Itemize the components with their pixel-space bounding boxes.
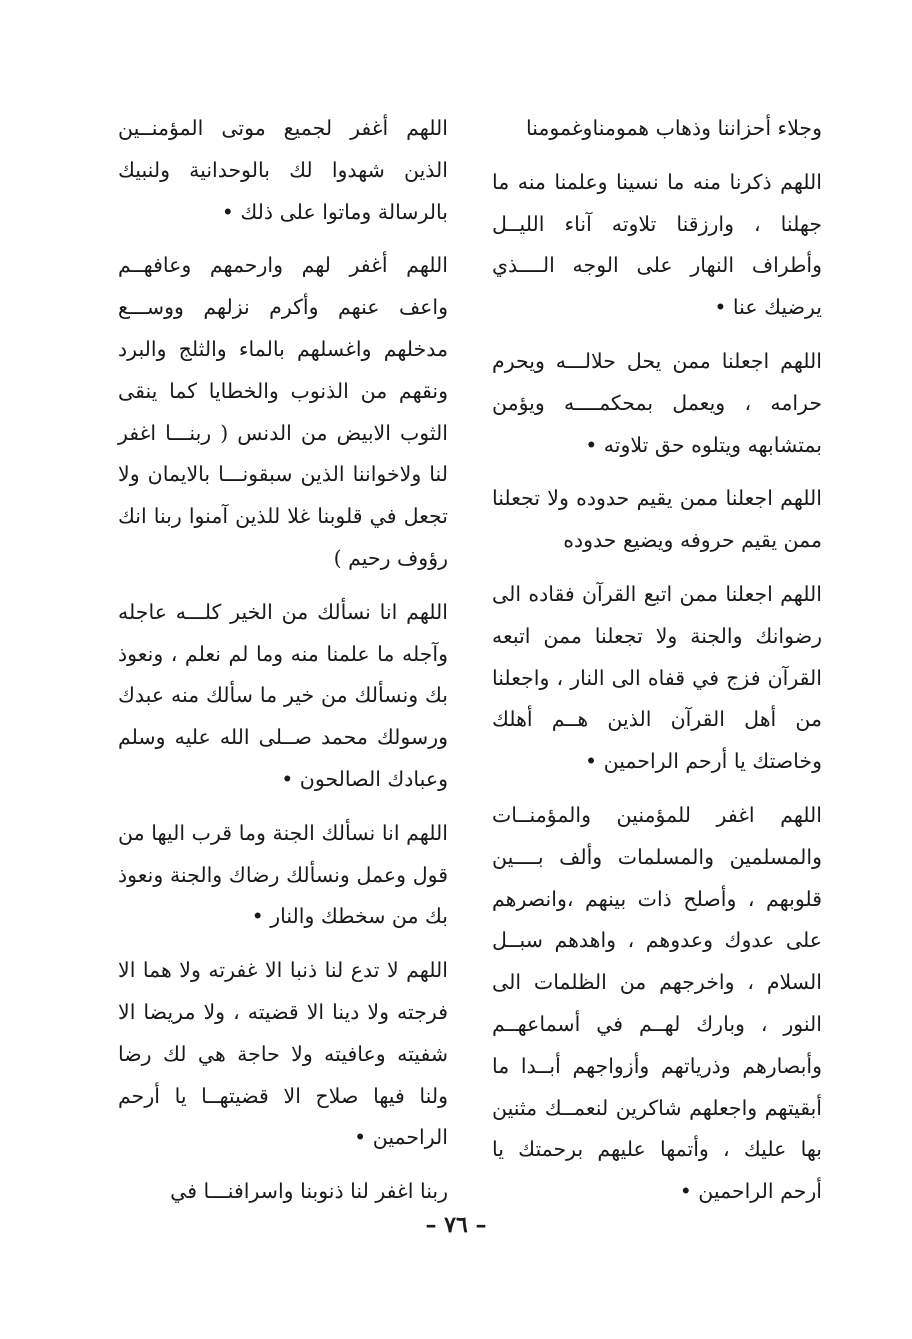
page-number: – ٧٦ – (425, 1212, 487, 1238)
paragraph: اللهم اغفر للمؤمنين والمؤمنــات والمسلمين والمسلمات وألف بــــين قلوبهم ، وأصلح ذات بينهم ،وانصرهم على عدوك وعدوهم ، واهدهم سبــل السلام ، واخرجهم من الظلمات الى النور ، وبارك لهــم في أسماعهــم وأبصارهم وذرياتهم وأزواجهم أبــدا ما أبقيتهم واجعلهم شاكرين لنعمــك مثنين بها عليك ، وأتمها عليهم برحمتك يا أرحم الراحمين • (492, 802, 822, 1204)
paragraph: اللهم اجعلنا ممن اتبع القرآن فقاده الى رضوانك والجنة ولا تجعلنا ممن اتبعه القرآن فزج في قفاه الى النار ، واجعلنا من أهل القرآن الذين هــم أهلك وخاصتك يا أرحم الراحمين • (492, 581, 822, 774)
right-text-column (492, 108, 822, 1225)
paragraph: ربنا اغفر لنا ذنوبنا واسرافنـــا في (170, 1179, 448, 1204)
paragraph: اللهم اجعلنا ممن يقيم حدوده ولا تجعلنا ممن يقيم حروفه ويضيع حدوده (492, 486, 822, 553)
left-text-column (118, 108, 448, 1225)
paragraph: اللهم ذكرنا منه ما نسينا وعلمنا منه ما جهلنا ، وارزقنا تلاوته آناء الليــل وأطراف النهار على الوجه الــــذي يرضيك عنا • (492, 169, 822, 320)
paragraph: وجلاء أحزاننا وذهاب همومناوغمومنا (525, 116, 822, 140)
paragraph: اللهم انا نسألك الجنة وما قرب اليها من قول وعمل ونسألك رضاك والجنة ونعوذ بك من سخطك والنار • (118, 820, 448, 929)
paragraph: اللهم لا تدع لنا ذنبا الا غفرته ولا هما الا فرجته ولا دينا الا قضيته ، ولا مريضا الا شفيته وعافيته ولا حاجة هي لك رضا ولنا فيها صلاح الا قضيتهــا يا أرحم الراحمين • (118, 958, 448, 1150)
paragraph: اللهم اجعلنا ممن يحل حلالـــه ويحرم حرامه ، ويعمل بمحكمــــه ويؤمن بمتشابهه ويتلوه حق تلاوته • (492, 348, 822, 457)
paragraph: اللهم أغفر لجميع موتى المؤمنــين الذين شهدوا لك بالوحدانية ولنبيك بالرسالة وماتوا على ذلك • (118, 116, 448, 224)
paragraph: اللهم أغفر لهم وارحمهم وعافهــم واعف عنهم وأكرم نزلهم ووســـع مدخلهم واغسلهم بالماء والثلج والبرد ونقهم من الذنوب والخطايا كما ينقى الثوب الابيض من الدنس ( ربنـــا اغفر لنا ولاخواننا الذين سبقونـــا بالايمان ولا تجعل في قلوبنا غلا للذين آمنوا ربنا انك رؤوف رحيم ) (118, 253, 448, 570)
paragraph: اللهم انا نسألك من الخير كلـــه عاجله وآجله ما علمنا منه وما لم نعلم ، ونعوذ بك ونسألك من خير ما سألك منه عبدك ورسولك محمد صــلى الله عليه وسلم وعبادك الصالحون • (118, 599, 448, 791)
